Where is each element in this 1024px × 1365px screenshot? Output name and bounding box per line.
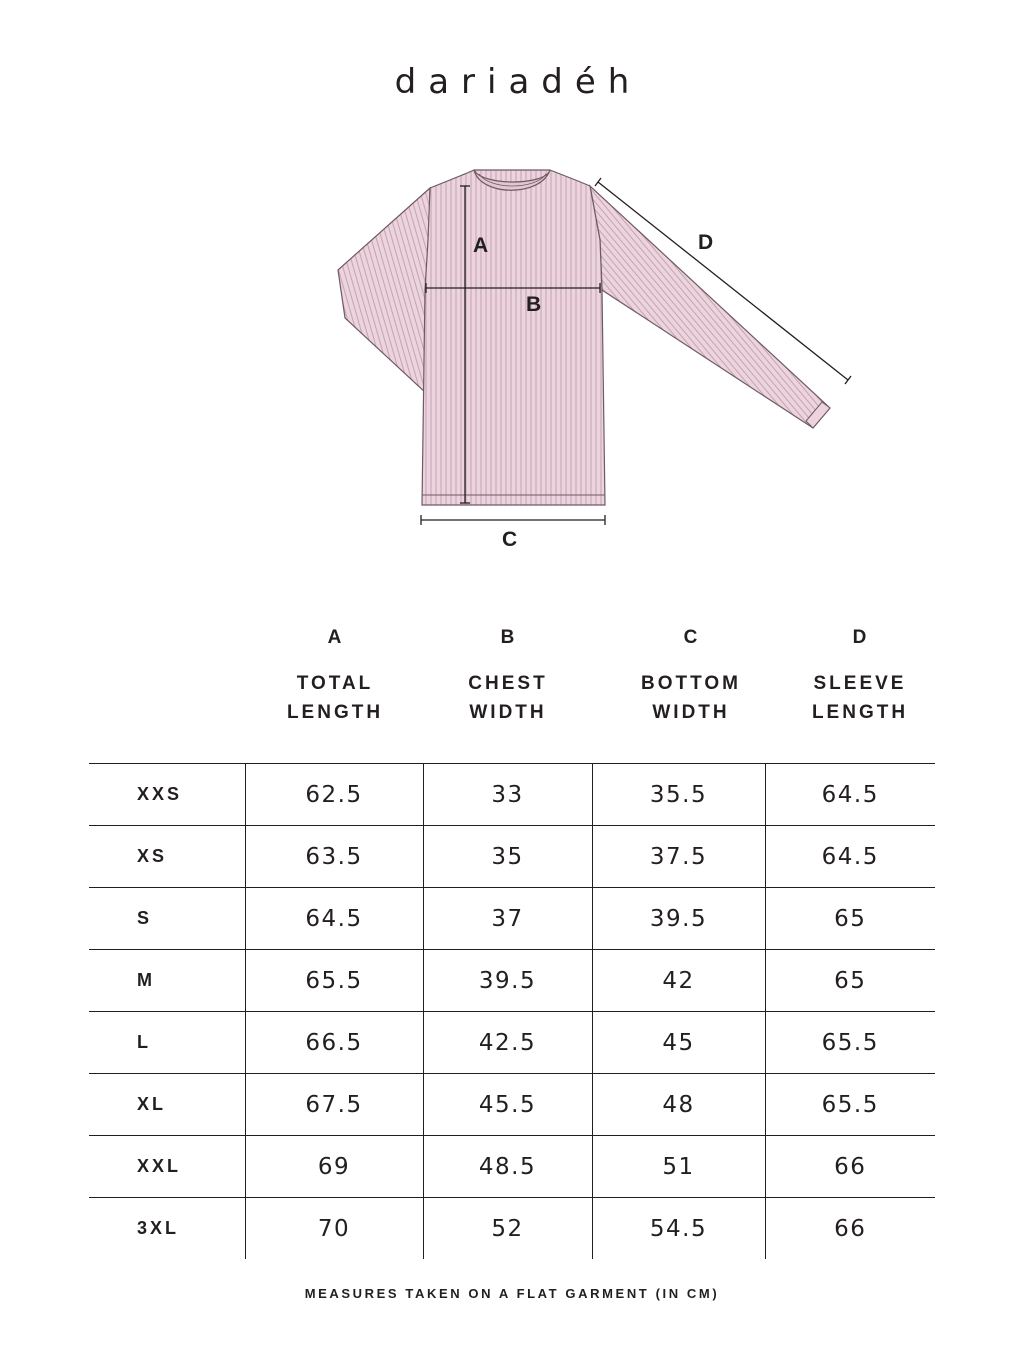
size-table [89,763,935,1259]
size-label: M [89,950,245,1012]
column-header-a [265,627,405,727]
table-row [89,950,935,1012]
measurement-footnote: MEASURES TAKEN ON A FLAT GARMENT (IN CM) [304,1286,720,1301]
size-label: L [89,1012,245,1074]
table-row [89,764,935,826]
sleeve-length-cell: 64.5 [765,826,935,888]
sleeve-length-cell: 65.5 [765,1074,935,1136]
column-letter: D [852,627,868,648]
column-letter: A [327,627,343,648]
dimension-label-a: A [473,234,489,257]
column-header-b [438,627,578,727]
right-sleeve [590,186,830,428]
column-header-d [785,627,935,727]
table-row [89,826,935,888]
total-length-cell: 69 [245,1136,423,1198]
column-title: SLEEVE LENGTH [811,673,909,723]
total-length-cell: 65.5 [245,950,423,1012]
column-header-c [611,627,771,727]
size-label: XL [89,1074,245,1136]
sleeve-length-cell: 66 [765,1136,935,1198]
column-title: TOTAL LENGTH [286,673,384,723]
bottom-width-cell: 39.5 [592,888,765,950]
chest-width-cell: 39.5 [423,950,592,1012]
chest-width-cell: 45.5 [423,1074,592,1136]
column-title: BOTTOM WIDTH [641,673,741,723]
table-row [89,1074,935,1136]
dimension-label-c: C [502,528,518,551]
sleeve-length-cell: 65 [765,888,935,950]
sleeve-length-cell: 65 [765,950,935,1012]
table-row [89,888,935,950]
size-label: XS [89,826,245,888]
bottom-width-cell: 45 [592,1012,765,1074]
dimension-c-line [421,515,605,525]
total-length-cell: 64.5 [245,888,423,950]
chest-width-cell: 37 [423,888,592,950]
bottom-width-cell: 48 [592,1074,765,1136]
chest-width-cell: 48.5 [423,1136,592,1198]
table-row [89,1136,935,1198]
sleeve-length-cell: 64.5 [765,764,935,826]
size-label: XXL [89,1136,245,1198]
table-row [89,1198,935,1260]
chest-width-cell: 52 [423,1198,592,1260]
chest-width-cell: 33 [423,764,592,826]
size-label: XXS [89,764,245,826]
total-length-cell: 70 [245,1198,423,1260]
bottom-width-cell: 51 [592,1136,765,1198]
sleeve-length-cell: 65.5 [765,1012,935,1074]
dimension-label-d: D [698,231,714,254]
brand-logo: dariadéh [394,62,642,102]
size-label: S [89,888,245,950]
size-label: 3XL [89,1198,245,1260]
sleeve-length-cell: 66 [765,1198,935,1260]
bottom-width-cell: 35.5 [592,764,765,826]
bottom-width-cell: 37.5 [592,826,765,888]
column-title: CHEST WIDTH [468,673,548,723]
total-length-cell: 66.5 [245,1012,423,1074]
total-length-cell: 62.5 [245,764,423,826]
column-letter: C [683,627,699,648]
bottom-width-cell: 42 [592,950,765,1012]
total-length-cell: 63.5 [245,826,423,888]
bottom-width-cell: 54.5 [592,1198,765,1260]
total-length-cell: 67.5 [245,1074,423,1136]
chest-width-cell: 35 [423,826,592,888]
table-row [89,1012,935,1074]
garment-diagram [0,0,1024,600]
garment-body [422,170,605,505]
column-letter: B [500,627,516,648]
dimension-label-b: B [526,293,542,316]
chest-width-cell: 42.5 [423,1012,592,1074]
